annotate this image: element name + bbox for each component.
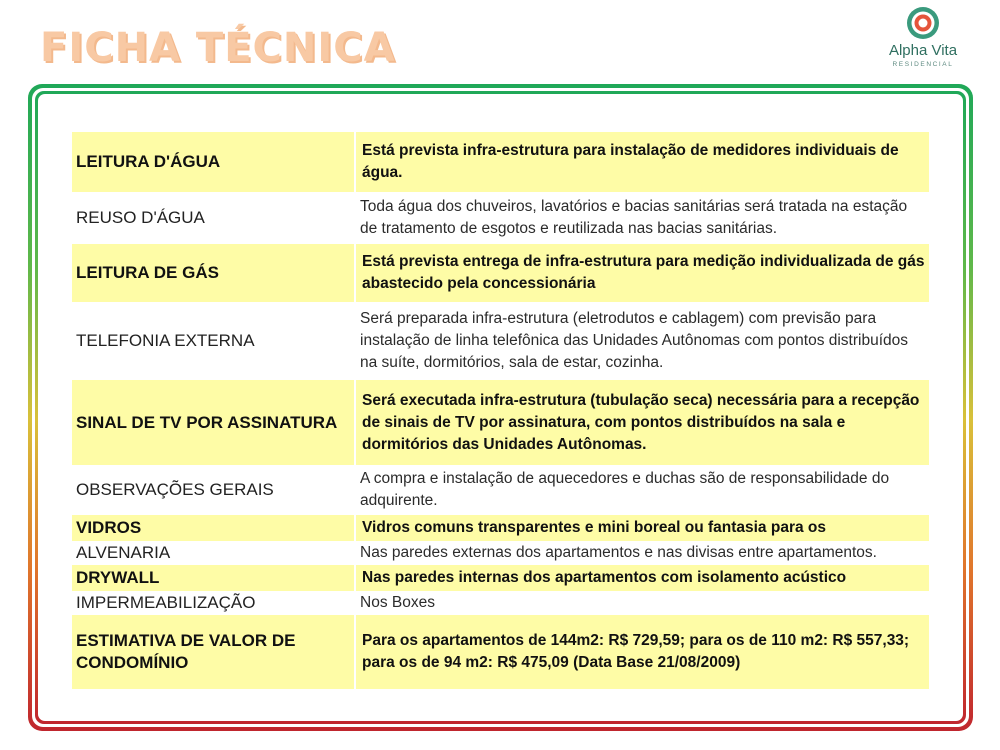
- spec-value: Toda água dos chuveiros, lavatórios e bacias sanitárias será tratada na estação de tratamento de esgotos e reutilizada nas bacias sanitárias.: [360, 198, 908, 237]
- spec-label: ALVENARIA: [76, 543, 171, 562]
- spec-label: TELEFONIA EXTERNA: [76, 331, 255, 350]
- spec-value: Será preparada infra-estrutura (eletrodutos e cablagem) com previsão para instalação de linha telefônica das Unidades Autônomas com pontos distribuídos na suíte, dormitórios, sala de estar, cozinha.: [360, 310, 909, 371]
- spec-label: SINAL DE TV POR ASSINATURA: [72, 380, 354, 465]
- spec-table: [72, 132, 929, 689]
- brand-logo: [878, 6, 968, 80]
- spec-label: IMPERMEABILIZAÇÃO: [76, 593, 256, 612]
- spec-label: OBSERVAÇÕES GERAIS: [76, 480, 274, 499]
- spec-row-impermeabilizacao: [72, 591, 929, 615]
- spec-row-leitura-gas: [72, 244, 929, 302]
- spec-label: LEITURA D'ÁGUA: [72, 132, 354, 192]
- spec-row-sinal-tv: [72, 380, 929, 465]
- logo-name: Alpha Vita: [888, 42, 958, 59]
- spec-row-alvenaria: [72, 541, 929, 565]
- spec-value: Vidros comuns transparentes e mini boreal ou fantasia para os: [354, 515, 929, 541]
- concentric-circles-logo-icon: [906, 6, 940, 40]
- spec-row-vidros: [72, 515, 929, 541]
- spec-label: DRYWALL: [72, 565, 354, 591]
- spec-label: VIDROS: [72, 515, 354, 541]
- logo-subtitle: RESIDENCIAL: [892, 61, 954, 68]
- spec-row-observacoes-gerais: [72, 465, 929, 515]
- page-title: FICHA TÉCNICA: [40, 25, 396, 71]
- spec-label: REUSO D'ÁGUA: [76, 208, 205, 227]
- spec-label: LEITURA DE GÁS: [72, 244, 354, 302]
- spec-label: ESTIMATIVA DE VALOR DE CONDOMÍNIO: [72, 615, 354, 689]
- spec-value: A compra e instalação de aquecedores e duchas são de responsabilidade do adquirente.: [360, 470, 890, 509]
- spec-value: Será executada infra-estrutura (tubulação seca) necessária para a recepção de sinais de TV por assinatura, com pontos distribuídos na sala e dormitórios das Unidades Autônomas.: [354, 380, 929, 465]
- spec-value: Nas paredes internas dos apartamentos com isolamento acústico: [354, 565, 929, 591]
- spec-row-leitura-agua: [72, 132, 929, 192]
- spec-value: Está prevista entrega de infra-estrutura para medição individualizada de gás abastecido pela concessionária: [354, 244, 929, 302]
- spec-value: Para os apartamentos de 144m2: R$ 729,59; para os de 110 m2: R$ 557,33; para os de 94 m2: R$ 475,09 (Data Base 21/08/2009): [354, 615, 929, 689]
- spec-value: Nas paredes externas dos apartamentos e nas divisas entre apartamentos.: [360, 544, 877, 561]
- spec-row-telefonia-externa: [72, 302, 929, 380]
- spec-row-drywall: [72, 565, 929, 591]
- spec-row-estimativa-condominio: [72, 615, 929, 689]
- spec-row-reuso-agua: [72, 192, 929, 244]
- spec-value: Está prevista infra-estrutura para instalação de medidores individuais de água.: [354, 132, 929, 192]
- spec-value: Nos Boxes: [360, 594, 435, 611]
